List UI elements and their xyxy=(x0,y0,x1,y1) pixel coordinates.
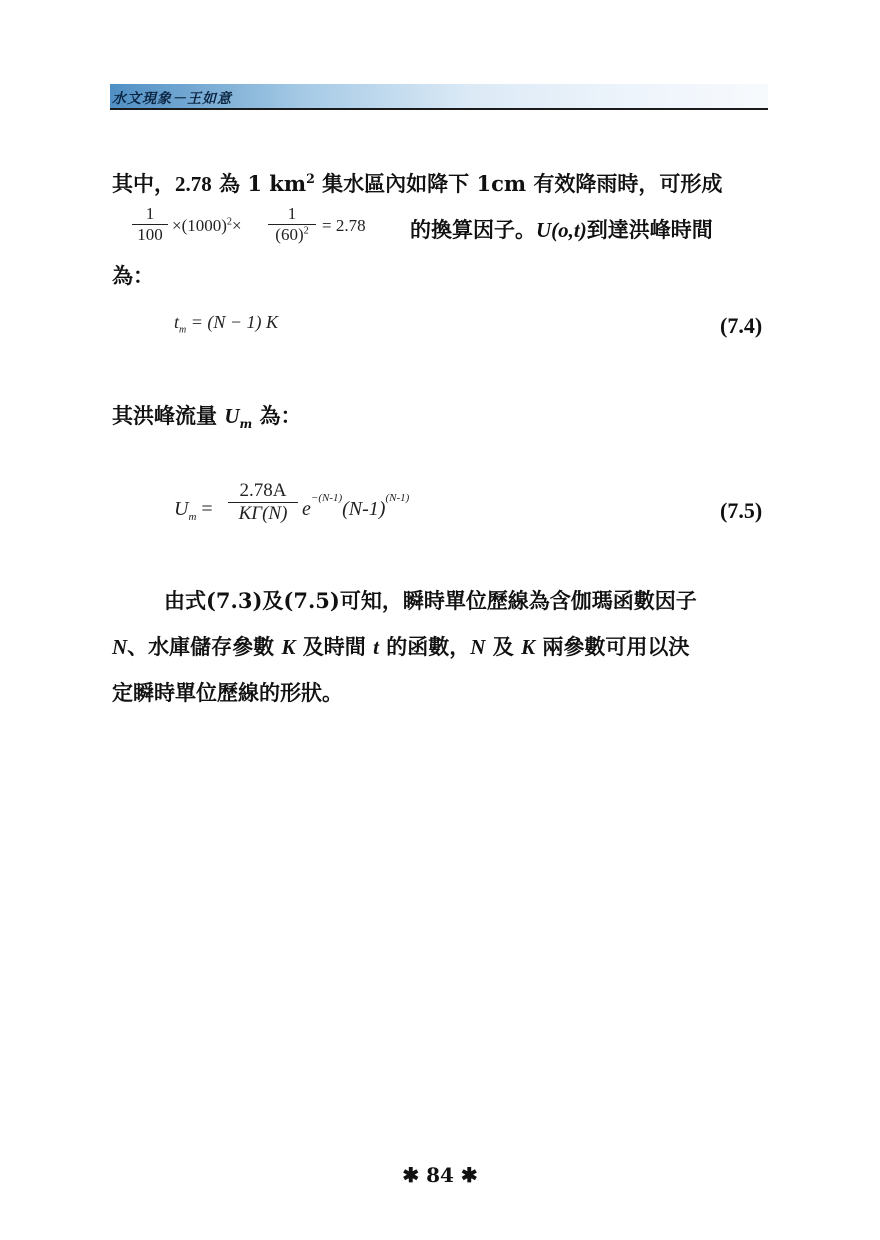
running-header-title: 水文現象－王如意 xyxy=(112,91,232,107)
eq75-rhs: $e^{-(N-1)}(N-1)^{(N-1)}$ xyxy=(302,492,410,520)
para1-line1: 其中，2.78 為 1 $km^2$ 集水區內如降下 1cm 有效降雨時，可形成 xyxy=(112,171,723,196)
conversion-result: = 2.78 xyxy=(322,216,366,235)
equation-number-7-5: (7.5) xyxy=(720,498,763,523)
para2: 其洪峰流量 $U_m$ 為： xyxy=(112,403,302,432)
equation-number-7-4: (7.4) xyxy=(720,313,763,338)
para3-line3: 定瞬時單位歷線的形狀。 xyxy=(112,680,343,705)
para3-line2: N、水庫儲存參數 K 及時間 t 的函數，N 及 K 兩參數可用以決 xyxy=(112,634,690,659)
para1-line2: 的換算因子。U(o,t)到達洪峰時間 xyxy=(410,217,713,242)
fraction-1-over-100: 1 100 xyxy=(132,204,168,245)
page-number: ✱ 84 ✱ xyxy=(402,1163,478,1187)
eq75-lhs: $U_m$ = xyxy=(174,498,213,523)
fraction-1-over-60sq: 1 $(60)^2$ xyxy=(268,204,316,245)
para3-line1: 由式(7.3)及(7.5)可知，瞬時單位歷線為含伽瑪函數因子 xyxy=(164,588,697,613)
paren-1000: $\times(1000)^2\times$ xyxy=(172,216,242,235)
eq75-fraction: 2.78A KΓ(N) xyxy=(228,480,298,525)
header-rule xyxy=(110,108,768,110)
equation-7-4: $t_m = (N - 1)$ K xyxy=(174,312,279,336)
para1-line3: 為： xyxy=(112,263,154,288)
